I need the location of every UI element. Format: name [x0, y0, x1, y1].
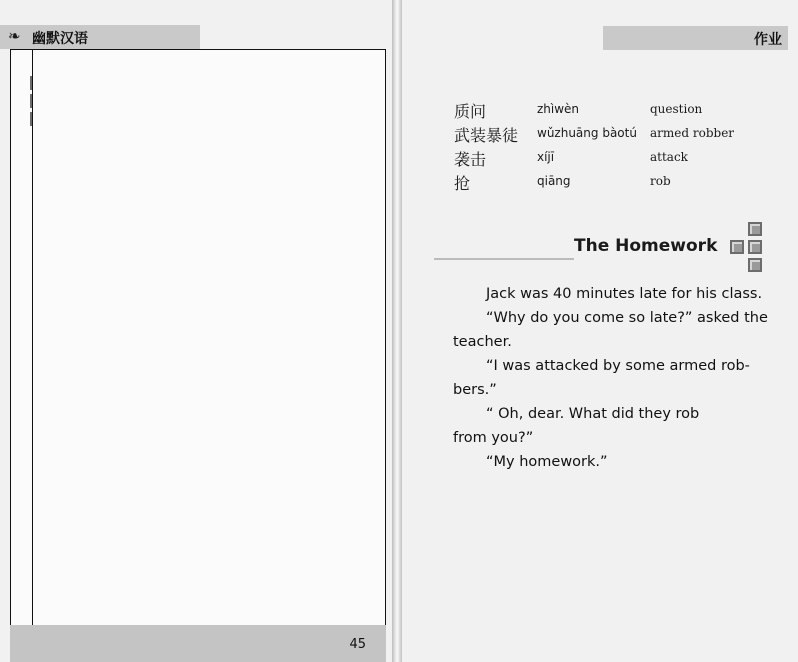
vocab-english: question	[650, 102, 703, 116]
english-story-line: Jack was 40 minutes late for his class.	[486, 286, 763, 302]
decor-square-icon	[730, 240, 744, 254]
vocab-hanzi: 袭击	[454, 150, 487, 169]
english-story-line: bers.”	[453, 382, 497, 398]
english-story-line: “My homework.”	[486, 454, 608, 470]
vocab-english: rob	[650, 174, 671, 188]
chapter-title: 作业	[754, 32, 782, 48]
book-title: 幽默汉语	[32, 31, 88, 47]
right-header-bar	[603, 26, 788, 50]
english-story-line: “Why do you come so late?” asked the	[486, 310, 768, 326]
vocab-pinyin: xíjī	[537, 150, 555, 164]
vocab-hanzi: 质问	[454, 102, 487, 121]
left-header-bar	[0, 25, 200, 49]
right-footer-bar	[32, 625, 386, 662]
decor-square-icon	[748, 258, 762, 272]
decor-square-icon	[748, 240, 762, 254]
english-title: The Homework	[574, 236, 718, 256]
vocab-pinyin: qiāng	[537, 174, 571, 188]
right-content-frame	[32, 49, 386, 627]
decor-square-icon	[748, 222, 762, 236]
vocab-pinyin: wǔzhuāng bàotú	[537, 126, 637, 140]
book-logo-icon: ❧	[8, 27, 21, 45]
vocab-row	[454, 99, 486, 122]
vocab-row	[454, 123, 518, 146]
english-story-line: “ Oh, dear. What did they rob	[486, 406, 700, 422]
vocab-hanzi: 武装暴徒	[454, 126, 519, 145]
page-number-right: 45	[349, 637, 366, 652]
vocab-hanzi: 抢	[454, 174, 471, 193]
vocab-row	[454, 147, 486, 170]
vocab-english: armed robber	[650, 126, 735, 140]
english-story-line: teacher.	[453, 334, 512, 350]
vocab-row	[454, 171, 470, 194]
english-story-line: “I was attacked by some armed rob-	[486, 358, 750, 374]
vocab-pinyin: zhìwèn	[537, 102, 580, 116]
english-story-line: from you?”	[453, 430, 534, 446]
book-gutter	[392, 0, 402, 662]
vocab-english: attack	[650, 150, 688, 164]
title-rule	[434, 258, 574, 260]
